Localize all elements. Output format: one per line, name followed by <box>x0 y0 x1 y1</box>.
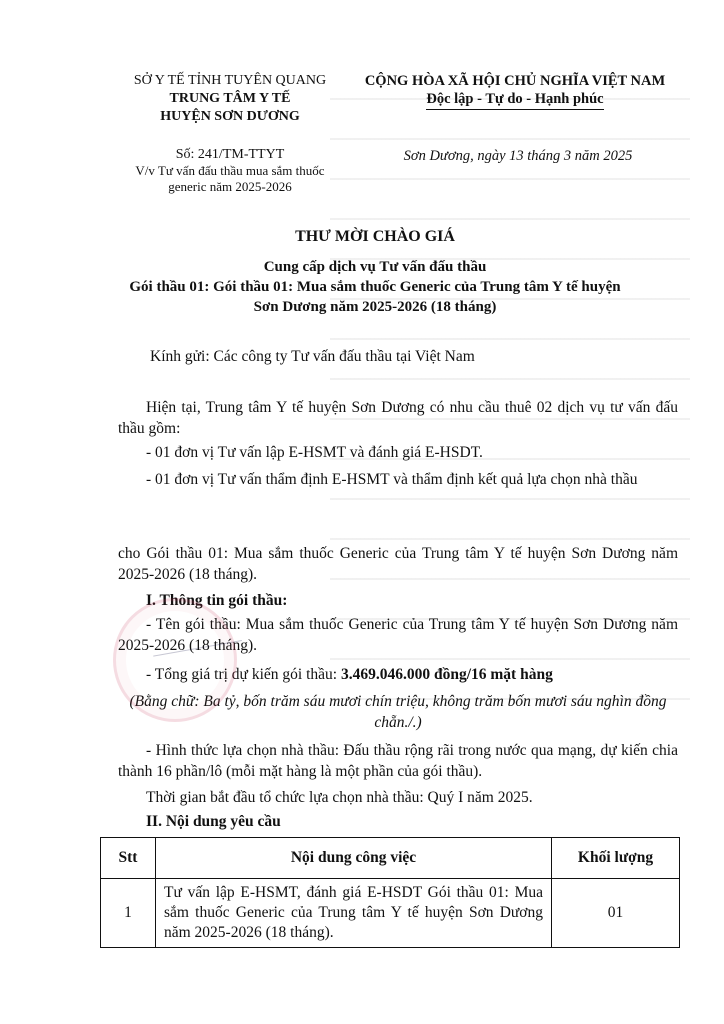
value-in-words: (Bằng chữ: Ba tỷ, bốn trăm sáu mươi chín triệu, không trăm bốn mươi sáu nghìn đồng chẵn./.) <box>129 693 667 731</box>
subject-line1: V/v Tư vấn đấu thầu mua sắm thuốc <box>135 163 325 178</box>
table-header-row <box>101 838 680 879</box>
country-name: CỘNG HÒA XÃ HỘI CHỦ NGHĨA VIỆT NAM <box>364 73 666 89</box>
section-2-heading: II. Nội dung yêu cầu <box>146 813 281 830</box>
row-volume: 01 <box>552 879 680 948</box>
unit-name-line1: TRUNG TÂM Y TẾ <box>169 91 291 106</box>
header-volume: Khối lượng <box>552 838 680 879</box>
table-row <box>101 879 680 948</box>
national-header-block <box>350 72 680 110</box>
document-number: Số: 241/TM-TTYT <box>175 147 285 162</box>
estimated-value <box>118 664 678 685</box>
subject-line2: generic năm 2025-2026 <box>168 179 292 194</box>
header-stt: Stt <box>101 838 156 879</box>
unit-name-line2: HUYỆN SƠN DƯƠNG <box>160 109 300 124</box>
estimated-value-label: - Tổng giá trị dự kiến gói thầu: <box>146 666 341 683</box>
title-block <box>90 227 660 317</box>
service-item-1: - 01 đơn vị Tư vấn lập E-HSMT và đánh giá E-HSDT. <box>146 444 483 461</box>
selection-method: - Hình thức lựa chọn nhà thầu: Đấu thầu rộng rãi trong nước qua mạng, dự kiến chia thành 16 phần/lô (mỗi mặt hàng là một phần của gói thầu). <box>118 742 678 780</box>
requirements-table <box>100 837 680 948</box>
package-title-line1: Gói thầu 01: Gói thầu 01: Mua sắm thuốc Generic của Trung tâm Y tế huyện <box>129 279 621 295</box>
package-title-line2: Sơn Dương năm 2025-2026 (18 tháng) <box>253 299 497 315</box>
recipient-line: Kính gửi: Các công ty Tư vấn đấu thầu tại Việt Nam <box>150 348 475 365</box>
section-1-heading: I. Thông tin gói thầu: <box>146 592 288 609</box>
parent-agency: SỞ Y TẾ TỈNH TUYÊN QUANG <box>133 73 327 88</box>
estimated-value-amount: 3.469.046.000 đồng/16 mặt hàng <box>340 666 553 683</box>
start-time: Thời gian bắt đầu tổ chức lựa chọn nhà thầu: Quý I năm 2025. <box>146 789 533 806</box>
intro-paragraph: Hiện tại, Trung tâm Y tế huyện Sơn Dương có nhu cầu thuê 02 dịch vụ tư vấn đấu thầu gồm: <box>118 399 678 437</box>
row-content: Tư vấn lập E-HSMT, đánh giá E-HSDT Gói thầu 01: Mua sắm thuốc Generic của Trung tâm Y tế huyện Sơn Dương năm 2025-2026 (18 tháng). <box>156 879 552 948</box>
header-content: Nội dung công việc <box>156 838 552 879</box>
document-title: THƯ MỜI CHÀO GIÁ <box>295 228 455 245</box>
package-reference: cho Gói thầu 01: Mua sắm thuốc Generic của Trung tâm Y tế huyện Sơn Dương năm 2025-2026 (18 tháng). <box>118 545 678 583</box>
document-reference <box>130 146 330 195</box>
national-motto: Độc lập - Tự do - Hạnh phúc <box>426 90 603 110</box>
service-item-2: - 01 đơn vị Tư vấn thẩm định E-HSMT và thẩm định kết quả lựa chọn nhà thầu <box>146 471 638 488</box>
package-name: - Tên gói thầu: Mua sắm thuốc Generic của Trung tâm Y tế huyện Sơn Dương năm 2025-2026 (18 tháng). <box>118 616 678 654</box>
issue-date: Sơn Dương, ngày 13 tháng 3 năm 2025 <box>403 148 633 164</box>
issuing-agency-block <box>130 72 330 126</box>
service-title: Cung cấp dịch vụ Tư vấn đấu thầu <box>263 259 487 275</box>
row-stt: 1 <box>101 879 156 948</box>
